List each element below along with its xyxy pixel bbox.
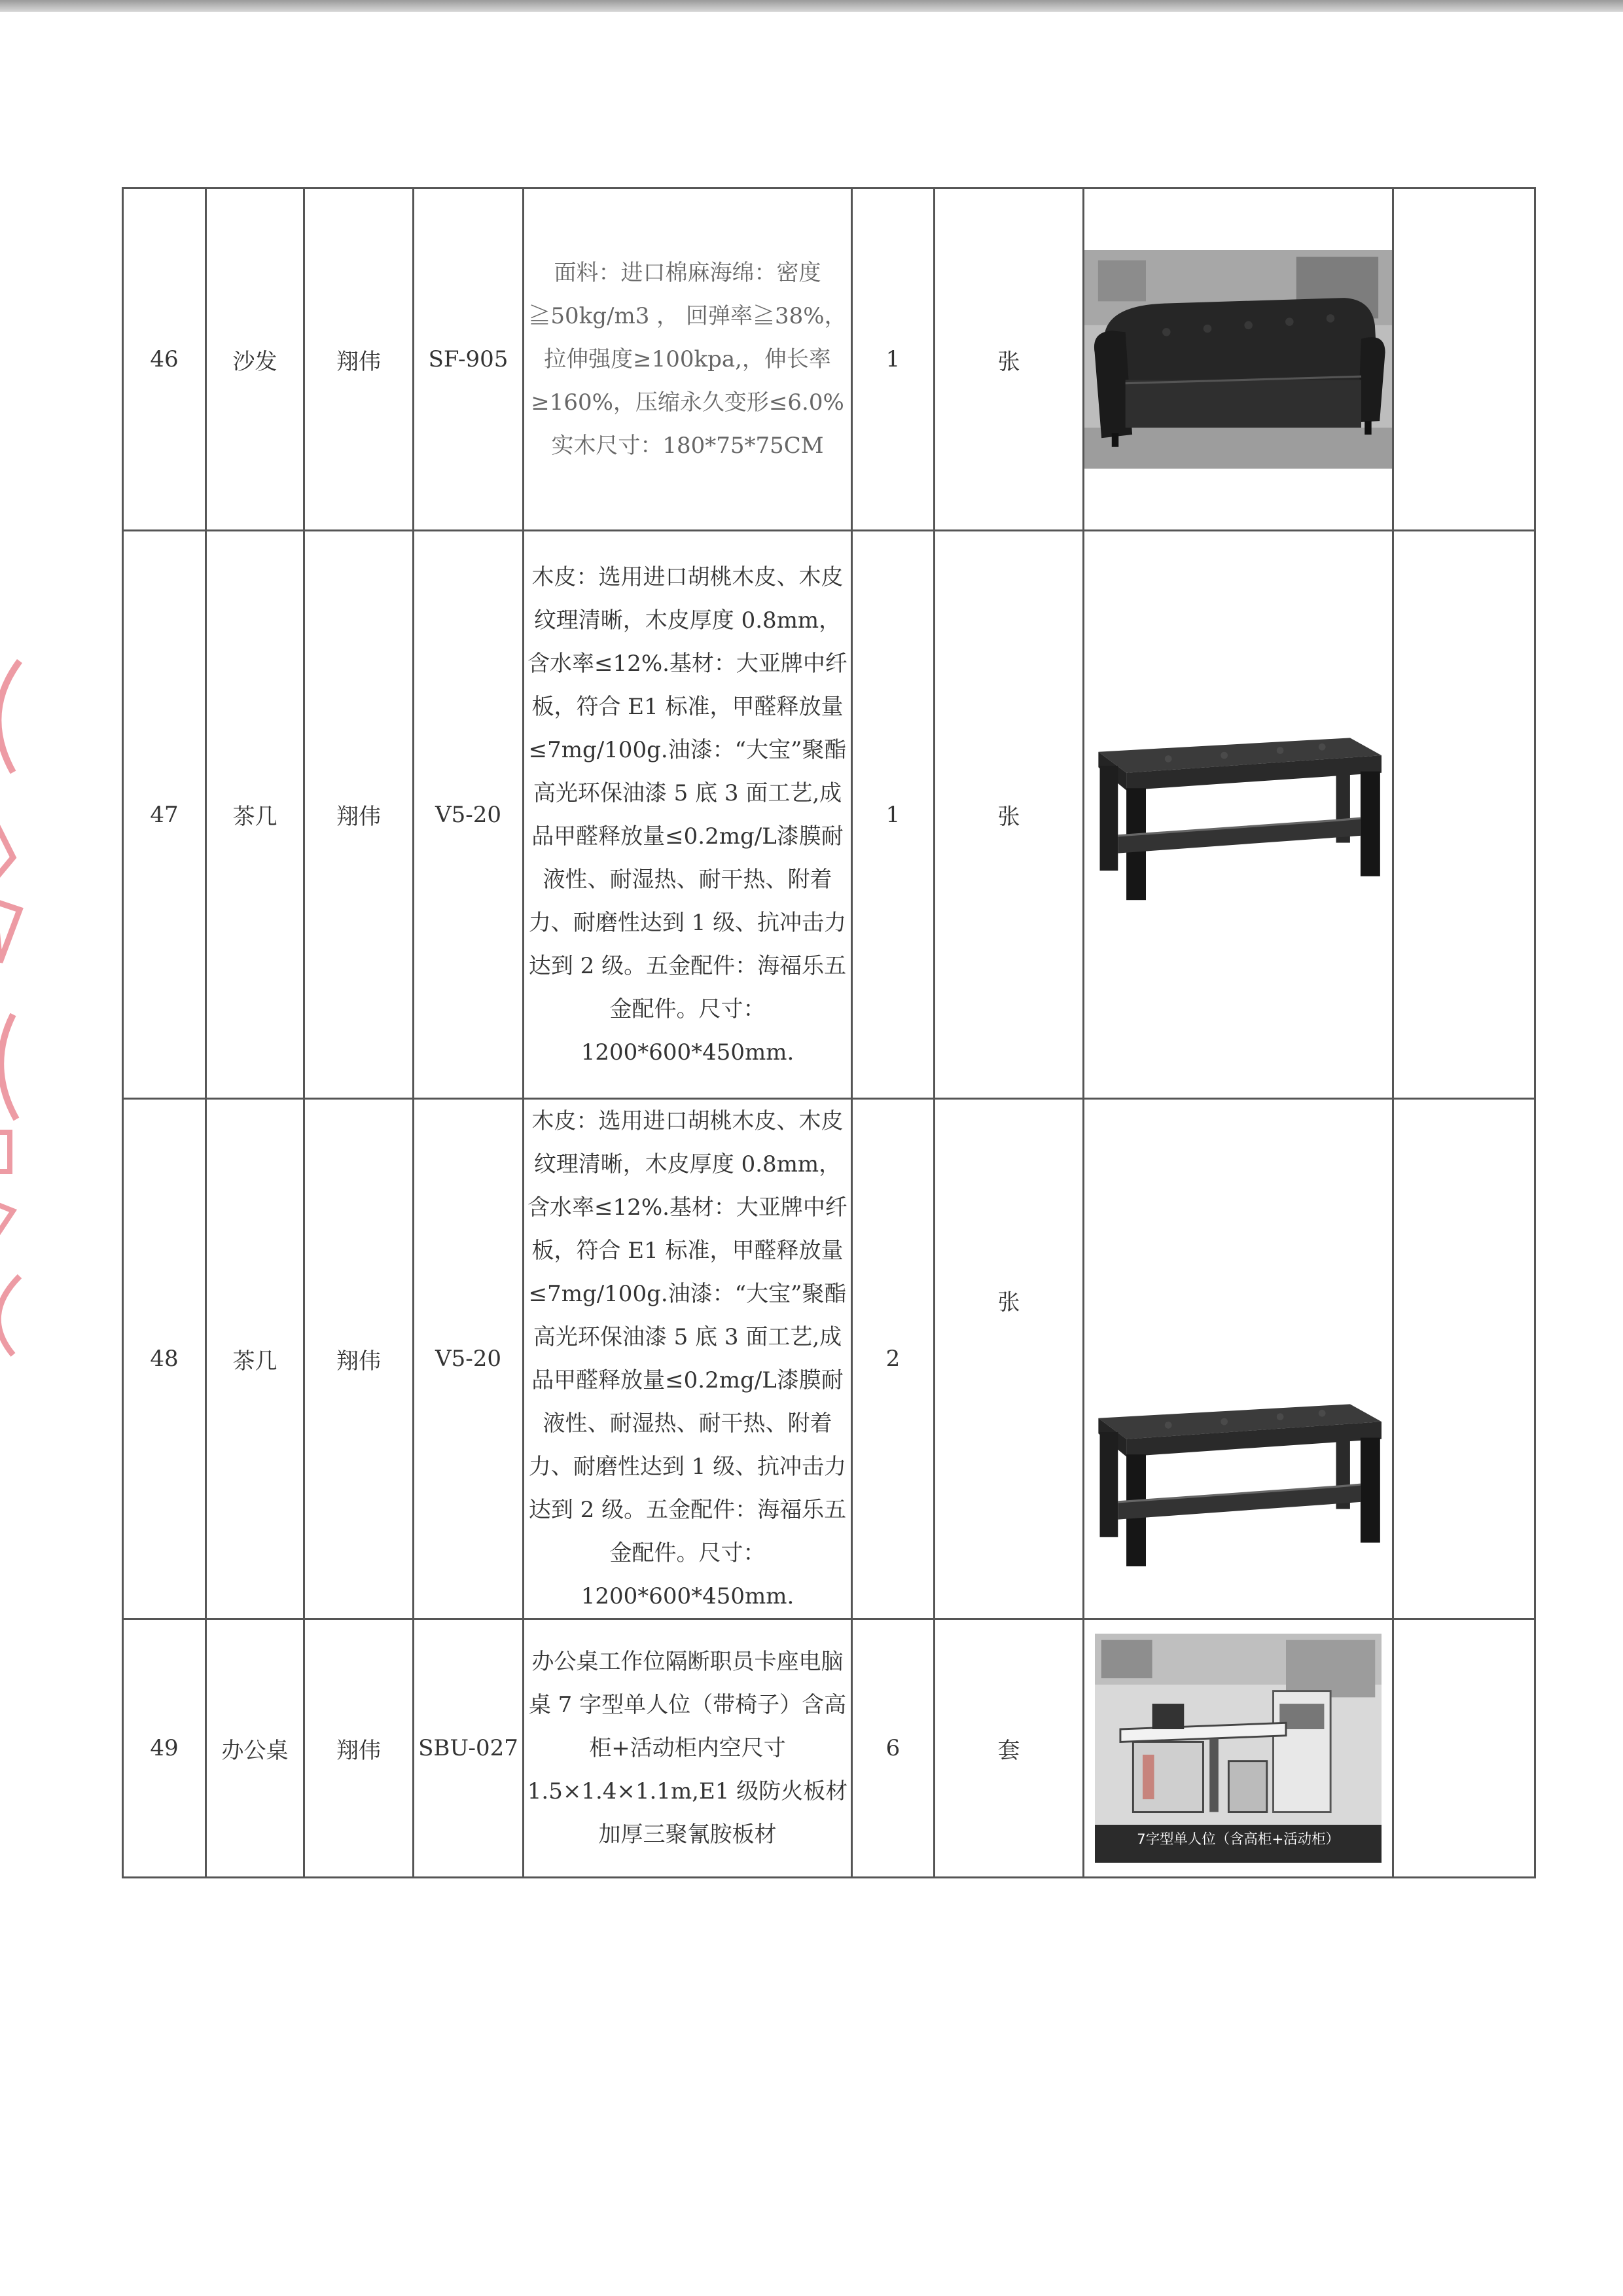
item-name: 沙发 xyxy=(206,188,304,531)
item-brand: 翔伟 xyxy=(304,1619,414,1878)
item-unit-text: 张 xyxy=(997,1289,1020,1316)
item-number: 46 xyxy=(123,188,206,531)
office-desk-photo xyxy=(1095,1634,1382,1863)
item-spec: 木皮：选用进口胡桃木皮、木皮纹理清晰，木皮厚度 0.8mm，含水率≤12%.基材：大亚牌中纤板，符合 E1 标准，甲醛释放量≤7mg/100g.油漆：“大宝”聚酯高光环保油漆 5 底 3 面工艺,成品甲醛释放量≤0.2mg/L漆膜耐液性、耐湿热、耐干热、附着力、耐磨性达到 1 级、抗冲击力达到 2 级。五金配件：海福乐五金配件。尺寸：1200*600*450mm. xyxy=(524,531,852,1099)
item-remark xyxy=(1393,531,1535,1099)
item-brand: 翔伟 xyxy=(304,1099,414,1619)
item-spec: 办公桌工作位隔断职员卡座电脑桌 7 字型单人位（带椅子）含高柜+活动柜内空尺寸 1.5×1.4×1.1m,E1 级防火板材加厚三聚氰胺板材 xyxy=(524,1619,852,1878)
item-model: SF-905 xyxy=(414,188,524,531)
item-image-cell xyxy=(1084,188,1393,531)
product-caption: 7字型单人位（含高柜+活动柜） xyxy=(1137,1831,1340,1848)
item-number: 48 xyxy=(123,1099,206,1619)
coffee-table-photo xyxy=(1084,724,1392,906)
item-image-cell xyxy=(1084,1619,1393,1878)
item-unit: 套 xyxy=(935,1619,1084,1878)
sofa-photo xyxy=(1084,250,1392,469)
item-brand: 翔伟 xyxy=(304,188,414,531)
coffee-table-photo xyxy=(1084,1390,1392,1572)
item-model: V5-20 xyxy=(414,531,524,1099)
scan-edge xyxy=(0,0,1623,12)
item-quantity: 2 xyxy=(852,1099,935,1619)
table-row xyxy=(123,1619,1535,1878)
item-name: 茶几 xyxy=(206,1099,304,1619)
item-number: 47 xyxy=(123,531,206,1099)
table-row xyxy=(123,188,1535,531)
item-model: SBU-027 xyxy=(414,1619,524,1878)
item-unit: 张 xyxy=(935,188,1084,531)
item-quantity: 6 xyxy=(852,1619,935,1878)
table-row xyxy=(123,531,1535,1099)
item-image-cell xyxy=(1084,531,1393,1099)
item-remark xyxy=(1393,188,1535,531)
item-quantity: 1 xyxy=(852,531,935,1099)
item-brand: 翔伟 xyxy=(304,531,414,1099)
item-remark xyxy=(1393,1619,1535,1878)
item-spec: 面料：进口棉麻海绵：密度≧50kg/m3 ， 回弹率≧38%，拉伸强度≥100kpa,，伸长率≥160%，压缩永久变形≤6.0%实木尺寸：180*75*75CM xyxy=(524,188,852,531)
table-row xyxy=(123,1099,1535,1619)
item-model: V5-20 xyxy=(414,1099,524,1619)
item-unit: 张 xyxy=(935,531,1084,1099)
goods-spec-table xyxy=(122,187,1536,1878)
item-number: 49 xyxy=(123,1619,206,1878)
red-seal-stamp xyxy=(0,622,46,1407)
item-spec: 木皮：选用进口胡桃木皮、木皮纹理清晰，木皮厚度 0.8mm，含水率≤12%.基材：大亚牌中纤板，符合 E1 标准，甲醛释放量≤7mg/100g.油漆：“大宝”聚酯高光环保油漆 5 底 3 面工艺,成品甲醛释放量≤0.2mg/L漆膜耐液性、耐湿热、耐干热、附着力、耐磨性达到 1 级、抗冲击力达到 2 级。五金配件：海福乐五金配件。尺寸：1200*600*450mm. xyxy=(524,1099,852,1619)
item-image-cell xyxy=(1084,1099,1393,1619)
item-unit xyxy=(935,1099,1084,1619)
item-quantity: 1 xyxy=(852,188,935,531)
item-name: 茶几 xyxy=(206,531,304,1099)
item-name: 办公桌 xyxy=(206,1619,304,1878)
item-remark xyxy=(1393,1099,1535,1619)
